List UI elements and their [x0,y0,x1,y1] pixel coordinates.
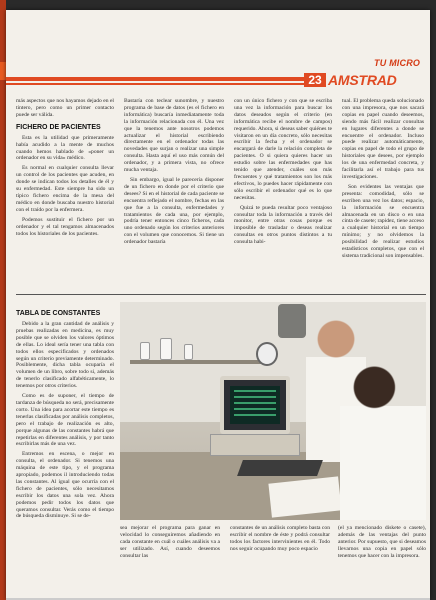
beaker-icon [184,344,193,360]
paper-sheet [268,476,341,517]
column-b [124,98,224,249]
paragraph: con un único fichero y con que se escriba una vez la información para buscar los datos deseados según el criterio (en informática recibe el nombre de campos) requerido. Ahora, si deseas saber quiénes te visitaron en un día concreto, sólo necesitas escribir la fecha y el ordenador se encargará de darle la relación completa de pacientes. O si quiera quieres hacer un estudio sobre las enfermedades que has tenido que atender, cuáles son más frecuentes y qué tratamientos son los más efectivos, lo puedes hacer rápidamente con sólo escribir el ordenador qué es lo que necesitas. [234,98,332,201]
paragraph: más aspectos que nos hayamos dejado en el tintero, pero como un primer contacto puede ser válida. [16,98,114,118]
magazine-page [6,10,430,600]
paragraph: Podemos sustituir el fichero por un ordenador y el tal tengamos almacenados todos los historiales de los pacientes. [16,216,114,237]
page-number: 23 [304,73,326,87]
paragraph: (el ya mencionado diskete o casete), además de las ventajas del punto anterior. Por supuesto, que si deseamos llevarnos una copia en papel sólo tenemos que hacer con la impresora. [338,525,426,559]
lab-photo [120,302,426,520]
column-g [230,525,330,556]
beaker-icon [140,342,150,360]
column-e [16,305,114,523]
brand-title: AMSTRAD [328,72,397,88]
lamp-icon [278,304,306,338]
column-a [16,98,114,240]
column-f [120,525,220,563]
computer-base [210,434,300,456]
nurse-figure [340,362,426,520]
keyboard-icon [237,460,323,476]
gauge-icon [256,342,278,366]
paragraph: Esta es la utilidad que primeramente había acudido a la mente de muchos cuando hemos hablado de «poner un ordenador en su vida» médico. [16,134,114,162]
paragraph: Quizá te pueda resultar poco ventajoso consultar toda la información a través del monitor, entre otras cosas porque es imposible de trasladar o deseas realizar consultas en otros puntos distintos a tu consulta habi- [234,204,332,246]
paragraph: Sin embargo, igual le parecería disponer de un fichero en donde por el criterio que desees? Si en el historial de cada paciente se encuentra reflejado el nombre, fechas en las que fue a la consulta, enfermedades y tratamientos de cada una, por ejemplo, podría tener entonces cinco ficheros, cada uno ordenado según los criterios anteriores con el volumen que conocemos. Si tiene un ordenador bastaría [124,176,224,246]
paragraph: Son evidentes las ventajas que presenta: comodidad, sólo se escriben una vez los datos; espacio, la información se encuentra almacenada en un disco o en una cinta de casete; rapidez, tiene acceso a cualquier historial en un tiempo mínimo; y no olvidemos la posibilidad de realizar estudios estadísticos completos, que con el sistema tradicional son impensables. [342,183,424,259]
paragraph: Es normal en cualquier consulta llevar un control de los pacientes que acuden, en donde se indican todos los detalles de él y su enfermedad. Este siempre ha sido un típico fichero encima de la mesa del médico en donde buscaba nuestro historial con el traído por la enfermera. [16,165,114,213]
photo-shelf [130,360,270,364]
paragraph: Como es de suponer, el tiempo de tardanza de búsqueda no será, precisamente corto. Una idea para acortar este tiempo es tenerlas clasificadas por análisis completos, pero el trabajo de realización es alto, porque algunas de las constantes habrá que repetirlas en diferentes análisis, y por tanto escribirlas más de una vez. [16,393,114,448]
paragraph: tual. El problema queda solucionado con una impresora, que nos sacará copias en papel cuando deseemos, siendo más fácil realizar consultas en lugares diferentes a donde se encuentre el ordenador. Incluso puede realizar automáticamente, copias en papel de todo el grupo de historiales que desees, por ejemplo los de una enfermedad concreta, y facilitarla así el trabajo para tus investigaciones. [342,98,424,180]
monitor-screen [230,386,280,424]
section-heading: TABLA DE CONSTANTES [16,310,101,317]
section-divider [16,294,426,295]
section-heading: FICHERO DE PACIENTES [16,123,101,131]
column-h [338,525,426,563]
paragraph: Debido a la gran cantidad de análisis y pruebas realizadas en medicina, es muy posible que se olviden los valores óptimos de ellas. Lo ideal sería tener una tabla con todos ellos especificados y ordenados según un criterio previamente determinado. Posiblemente, dicha tabla ocuparía el volumen de un libro, sobre todo si, además de tenerlo clasificado alfabéticamente, lo tenemos por otros criterios. [16,321,114,390]
header-rule-thin [6,83,306,85]
paragraph: sea mejorar el programa para ganar en velocidad lo conseguiremos añadiendo en cada constante en cuál o cuáles análisis va a ser utilizado. Así, cuando deseemos consultar las [120,525,220,559]
column-c [234,98,332,249]
header-rule [6,77,306,81]
paragraph: Entremos en escena, o mejor en consulta, el ordenador. Si tenemos una máquina de este tipo, y el programa apropiado, podemos il introduciendo todas las constantes. Al igual que ocurría con el fichero de pacientes, sólo necesitamos escribir los datos una sola vez. Ahora podemos pedir todos los datos que queramos consultar. Verás como el tiempo de búsqueda disminuye. Si se de- [16,451,114,520]
paragraph: constantes de un análisis completo basta con escribir el nombre de éste y podrá consultar todos los factores intervinientes en él. Todo nos seguir ocupando muy poco espacio [230,525,330,552]
paragraph: Bastaría con teclear sunombre, y nuestro programa de base de datos (es el fichero en informática) buscaría inmediatamente toda la información relacionada con él. Una vez que la tenemos ante nosotros podemos actualizar el historial escribiendo directamente en el ordenador todas las novedades que surjan o realizar una simple consulta. Hasta aquí el uso más común del ordenador, y a primera vista, no ofrece mucha ventaja. [124,98,224,174]
column-d [342,98,424,263]
monitor-icon [220,376,290,434]
magazine-tag: TU MICRO [374,58,421,68]
beaker-icon [160,338,172,360]
